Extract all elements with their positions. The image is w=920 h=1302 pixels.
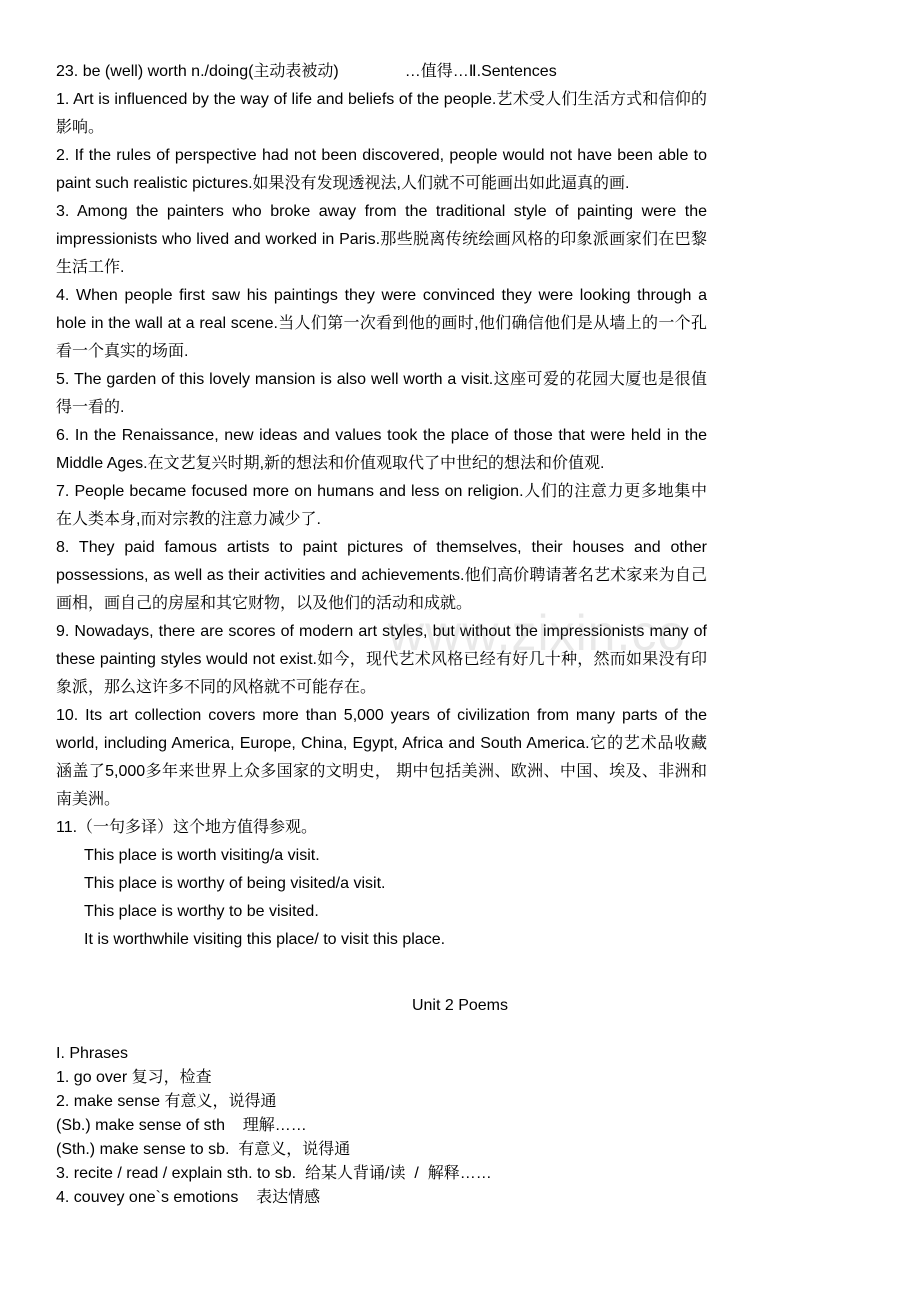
sentence-7: 7. People became focused more on humans and less on religion.人们的注意力更多地集中在人类本身,而对宗教的注意力减少了. (56, 483, 707, 528)
phrase-item: 1. go over 复习，检查 (56, 1069, 212, 1086)
sentence-6: 6. In the Renaissance, new ideas and values took the place of those that were held in the Middle Ages.在文艺复兴时期,新的想法和价值观取代了中世纪的想法和价值观. (56, 427, 707, 472)
phrase-item: (Sth.) make sense to sb. 有意义，说得通 (56, 1141, 351, 1158)
phrase-item: (Sb.) make sense of sth 理解…… (56, 1117, 307, 1134)
item-23-meaning: …值得…Ⅱ.Sentences (404, 63, 557, 80)
sentence-1: 1. Art is influenced by the way of life and beliefs of the people.艺术受人们生活方式和信仰的影响。 (56, 91, 707, 136)
phrases-section (56, 1042, 707, 1210)
sentence-2: 2. If the rules of perspective had not been discovered, people would not have been able to paint such realistic pictures.如果没有发现透视法,人们就不可能画出如此逼真的画. (56, 147, 707, 192)
item-23-text: 23. be (well) worth n./doing(主动表被动) (56, 63, 339, 80)
translation-3: This place is worthy to be visited. (84, 903, 319, 920)
sentence-4: 4. When people first saw his paintings they were convinced they were looking through a hole in the wall at a real scene.当人们第一次看到他的画时,他们确信他们是从墙上的一个孔看一个真实的场面. (56, 287, 707, 360)
sentence-8: 8. They paid famous artists to paint pictures of themselves, their houses and other possessions, as well as their activities and achievements.他们高价聘请著名艺术家来为自己画相，画自己的房屋和其它财物，以及他们的活动和成就。 (56, 539, 707, 612)
phrases-heading: I. Phrases (56, 1045, 129, 1062)
sentence-10: 10. Its art collection covers more than 5,000 years of civilization from many parts of the world, including America, Europe, China, Egypt, Africa and South America.它的艺术品收藏涵盖了5,000多年来世界上众多国家的文明史， 期中包括美洲、欧洲、中国、埃及、非洲和南美洲。 (56, 707, 707, 808)
svg-text:www.zixin.com.cn: www.zixin.co (388, 605, 687, 661)
unit-title: Unit 2 Poems (411, 997, 509, 1014)
sentence-5: 5. The garden of this lovely mansion is also well worth a visit.这座可爱的花园大厦也是很值得一看的. (56, 371, 707, 416)
document-body (56, 58, 707, 1210)
item-23-line (56, 58, 707, 86)
sentence-9: 9. Nowadays, there are scores of modern art styles, but without the impressionists many of these painting styles would not exist.如今，现代艺术风格已经有好几十种，然而如果没有印象派，那么这许多不同的风格就不可能存在。 (56, 623, 707, 696)
phrase-item: 4. couvey one`s emotions 表达情感 (56, 1189, 321, 1206)
translation-1: This place is worth visiting/a visit. (84, 847, 320, 864)
phrase-item: 2. make sense 有意义，说得通 (56, 1093, 277, 1110)
sentence-3: 3. Among the painters who broke away from the traditional style of painting were the impressionists who lived and worked in Paris.那些脱离传统绘画风格的印象派画家们在巴黎生活工作. (56, 203, 707, 276)
phrase-item: 3. recite / read / explain sth. to sb. 给某人背诵/读 / 解释…… (56, 1165, 492, 1182)
translation-2: This place is worthy of being visited/a visit. (84, 875, 386, 892)
translation-4: It is worthwhile visiting this place/ to visit this place. (84, 931, 446, 948)
sentence-11: 11.（一句多译）这个地方值得参观。 (56, 819, 318, 836)
